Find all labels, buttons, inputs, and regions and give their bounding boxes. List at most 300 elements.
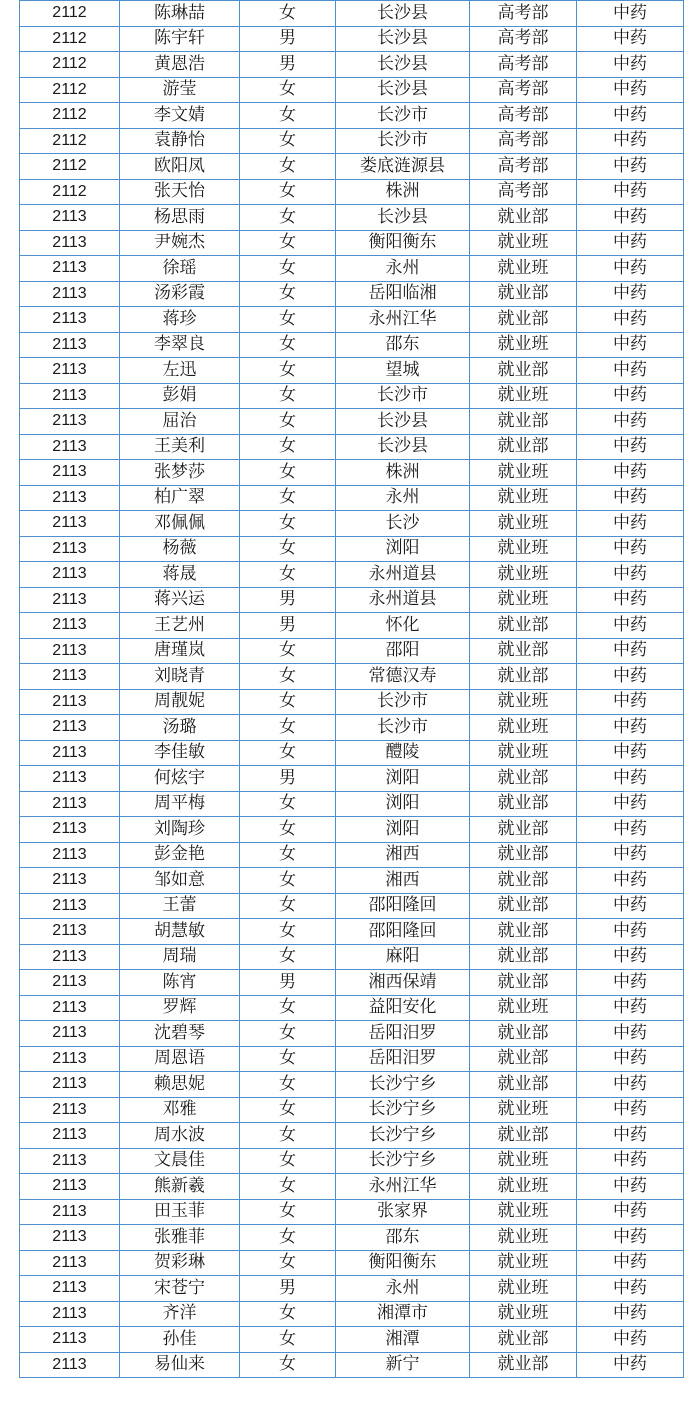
table-row (20, 1148, 684, 1174)
table-row (20, 842, 684, 868)
gender-cell: 女 (240, 562, 336, 588)
student-name-cell: 易仙来 (120, 1352, 240, 1378)
table-row (20, 485, 684, 511)
hometown-cell: 邵阳 (336, 638, 470, 664)
hometown-cell: 浏阳 (336, 817, 470, 843)
class-number-cell: 2113 (20, 1199, 120, 1225)
student-name-cell: 周平梅 (120, 791, 240, 817)
student-name-cell: 沈碧琴 (120, 1021, 240, 1047)
major-cell: 中药 (577, 562, 684, 588)
major-cell: 中药 (577, 613, 684, 639)
student-name-cell: 杨思雨 (120, 205, 240, 231)
gender-cell: 女 (240, 1327, 336, 1353)
department-cell: 高考部 (470, 179, 577, 205)
student-name-cell: 徐瑶 (120, 256, 240, 282)
department-cell: 就业部 (470, 307, 577, 333)
major-cell: 中药 (577, 103, 684, 129)
major-cell: 中药 (577, 230, 684, 256)
hometown-cell: 岳阳临湘 (336, 281, 470, 307)
major-cell: 中药 (577, 817, 684, 843)
class-number-cell: 2113 (20, 205, 120, 231)
student-name-cell: 蒋珍 (120, 307, 240, 333)
student-name-cell: 黄恩浩 (120, 52, 240, 78)
student-name-cell: 蒋兴运 (120, 587, 240, 613)
hometown-cell: 张家界 (336, 1199, 470, 1225)
hometown-cell: 长沙县 (336, 434, 470, 460)
student-name-cell: 杨薇 (120, 536, 240, 562)
gender-cell: 女 (240, 307, 336, 333)
class-number-cell: 2113 (20, 562, 120, 588)
student-name-cell: 陈琳喆 (120, 1, 240, 27)
class-number-cell: 2113 (20, 613, 120, 639)
major-cell: 中药 (577, 26, 684, 52)
class-number-cell: 2113 (20, 1123, 120, 1149)
hometown-cell: 株洲 (336, 460, 470, 486)
major-cell: 中药 (577, 536, 684, 562)
table-row (20, 587, 684, 613)
student-name-cell: 罗辉 (120, 995, 240, 1021)
hometown-cell: 长沙县 (336, 77, 470, 103)
student-name-cell: 邹如意 (120, 868, 240, 894)
hometown-cell: 浏阳 (336, 766, 470, 792)
gender-cell: 女 (240, 1072, 336, 1098)
department-cell: 就业班 (470, 230, 577, 256)
table-row (20, 103, 684, 129)
department-cell: 就业班 (470, 485, 577, 511)
student-name-cell: 赖思妮 (120, 1072, 240, 1098)
major-cell: 中药 (577, 485, 684, 511)
student-name-cell: 李文婧 (120, 103, 240, 129)
hometown-cell: 永州道县 (336, 587, 470, 613)
student-name-cell: 文晨佳 (120, 1148, 240, 1174)
hometown-cell: 永州 (336, 1276, 470, 1302)
department-cell: 就业部 (470, 281, 577, 307)
gender-cell: 女 (240, 1352, 336, 1378)
table-row (20, 205, 684, 231)
roster-sheet (19, 0, 683, 1378)
department-cell: 高考部 (470, 154, 577, 180)
student-name-cell: 汤彩霞 (120, 281, 240, 307)
student-name-cell: 陈宇轩 (120, 26, 240, 52)
class-number-cell: 2113 (20, 1174, 120, 1200)
department-cell: 就业班 (470, 995, 577, 1021)
hometown-cell: 株洲 (336, 179, 470, 205)
department-cell: 就业班 (470, 715, 577, 741)
class-number-cell: 2113 (20, 919, 120, 945)
hometown-cell: 衡阳衡东 (336, 230, 470, 256)
major-cell: 中药 (577, 1046, 684, 1072)
hometown-cell: 新宁 (336, 1352, 470, 1378)
hometown-cell: 长沙市 (336, 689, 470, 715)
table-row (20, 715, 684, 741)
class-number-cell: 2113 (20, 715, 120, 741)
hometown-cell: 浏阳 (336, 536, 470, 562)
major-cell: 中药 (577, 52, 684, 78)
major-cell: 中药 (577, 409, 684, 435)
class-number-cell: 2113 (20, 383, 120, 409)
student-name-cell: 齐洋 (120, 1301, 240, 1327)
table-row (20, 689, 684, 715)
table-row (20, 1250, 684, 1276)
gender-cell: 男 (240, 587, 336, 613)
gender-cell: 女 (240, 1123, 336, 1149)
gender-cell: 女 (240, 358, 336, 384)
hometown-cell: 湘潭 (336, 1327, 470, 1353)
gender-cell: 男 (240, 52, 336, 78)
department-cell: 就业部 (470, 1046, 577, 1072)
major-cell: 中药 (577, 1123, 684, 1149)
hometown-cell: 永州江华 (336, 307, 470, 333)
gender-cell: 女 (240, 434, 336, 460)
gender-cell: 女 (240, 103, 336, 129)
department-cell: 就业部 (470, 1072, 577, 1098)
hometown-cell: 永州 (336, 256, 470, 282)
class-number-cell: 2113 (20, 842, 120, 868)
hometown-cell: 岳阳汨罗 (336, 1021, 470, 1047)
class-number-cell: 2113 (20, 1301, 120, 1327)
class-number-cell: 2113 (20, 1046, 120, 1072)
student-name-cell: 尹婉杰 (120, 230, 240, 256)
student-name-cell: 张梦莎 (120, 460, 240, 486)
hometown-cell: 麻阳 (336, 944, 470, 970)
major-cell: 中药 (577, 205, 684, 231)
table-row (20, 230, 684, 256)
student-name-cell: 蒋晟 (120, 562, 240, 588)
department-cell: 高考部 (470, 1, 577, 27)
student-name-cell: 屈治 (120, 409, 240, 435)
table-row (20, 766, 684, 792)
major-cell: 中药 (577, 944, 684, 970)
table-row (20, 409, 684, 435)
table-row (20, 128, 684, 154)
student-name-cell: 柏广翠 (120, 485, 240, 511)
roster-body (20, 1, 684, 1378)
class-number-cell: 2113 (20, 740, 120, 766)
student-name-cell: 王蕾 (120, 893, 240, 919)
class-number-cell: 2113 (20, 893, 120, 919)
major-cell: 中药 (577, 868, 684, 894)
table-row (20, 1097, 684, 1123)
student-name-cell: 邓雅 (120, 1097, 240, 1123)
department-cell: 就业部 (470, 1327, 577, 1353)
department-cell: 就业部 (470, 919, 577, 945)
gender-cell: 男 (240, 613, 336, 639)
class-number-cell: 2113 (20, 358, 120, 384)
major-cell: 中药 (577, 1301, 684, 1327)
class-number-cell: 2113 (20, 281, 120, 307)
major-cell: 中药 (577, 307, 684, 333)
hometown-cell: 岳阳汨罗 (336, 1046, 470, 1072)
hometown-cell: 长沙市 (336, 103, 470, 129)
student-name-cell: 王美利 (120, 434, 240, 460)
department-cell: 就业部 (470, 613, 577, 639)
gender-cell: 女 (240, 1225, 336, 1251)
department-cell: 就业部 (470, 358, 577, 384)
gender-cell: 女 (240, 1174, 336, 1200)
gender-cell: 女 (240, 791, 336, 817)
major-cell: 中药 (577, 281, 684, 307)
hometown-cell: 湘西保靖 (336, 970, 470, 996)
table-row (20, 740, 684, 766)
class-number-cell: 2113 (20, 1021, 120, 1047)
major-cell: 中药 (577, 1327, 684, 1353)
hometown-cell: 浏阳 (336, 791, 470, 817)
student-name-cell: 周恩语 (120, 1046, 240, 1072)
major-cell: 中药 (577, 995, 684, 1021)
major-cell: 中药 (577, 434, 684, 460)
department-cell: 就业部 (470, 970, 577, 996)
gender-cell: 男 (240, 766, 336, 792)
student-name-cell: 汤璐 (120, 715, 240, 741)
table-row (20, 460, 684, 486)
department-cell: 就业部 (470, 944, 577, 970)
hometown-cell: 醴陵 (336, 740, 470, 766)
gender-cell: 女 (240, 995, 336, 1021)
table-row (20, 664, 684, 690)
department-cell: 就业班 (470, 587, 577, 613)
student-name-cell: 宋苍宁 (120, 1276, 240, 1302)
major-cell: 中药 (577, 791, 684, 817)
class-number-cell: 2112 (20, 128, 120, 154)
department-cell: 就业班 (470, 460, 577, 486)
student-name-cell: 唐瑾岚 (120, 638, 240, 664)
department-cell: 就业班 (470, 332, 577, 358)
class-number-cell: 2113 (20, 307, 120, 333)
major-cell: 中药 (577, 766, 684, 792)
class-number-cell: 2112 (20, 103, 120, 129)
gender-cell: 女 (240, 536, 336, 562)
hometown-cell: 长沙县 (336, 26, 470, 52)
major-cell: 中药 (577, 1097, 684, 1123)
table-row (20, 434, 684, 460)
hometown-cell: 益阳安化 (336, 995, 470, 1021)
major-cell: 中药 (577, 1072, 684, 1098)
table-row (20, 358, 684, 384)
table-row (20, 52, 684, 78)
gender-cell: 女 (240, 256, 336, 282)
department-cell: 就业班 (470, 740, 577, 766)
gender-cell: 女 (240, 77, 336, 103)
class-number-cell: 2113 (20, 1097, 120, 1123)
department-cell: 就业班 (470, 1250, 577, 1276)
gender-cell: 女 (240, 944, 336, 970)
major-cell: 中药 (577, 638, 684, 664)
gender-cell: 女 (240, 383, 336, 409)
hometown-cell: 永州道县 (336, 562, 470, 588)
table-row (20, 817, 684, 843)
table-row (20, 1276, 684, 1302)
class-number-cell: 2113 (20, 332, 120, 358)
table-row (20, 1301, 684, 1327)
gender-cell: 女 (240, 919, 336, 945)
hometown-cell: 长沙县 (336, 409, 470, 435)
table-row (20, 1225, 684, 1251)
hometown-cell: 邵东 (336, 1225, 470, 1251)
class-number-cell: 2113 (20, 1225, 120, 1251)
class-number-cell: 2113 (20, 689, 120, 715)
student-name-cell: 张天怡 (120, 179, 240, 205)
gender-cell: 女 (240, 460, 336, 486)
class-number-cell: 2113 (20, 409, 120, 435)
student-name-cell: 邓佩佩 (120, 511, 240, 537)
student-name-cell: 李佳敏 (120, 740, 240, 766)
table-row (20, 893, 684, 919)
department-cell: 高考部 (470, 77, 577, 103)
student-name-cell: 彭金艳 (120, 842, 240, 868)
hometown-cell: 邵东 (336, 332, 470, 358)
department-cell: 就业部 (470, 791, 577, 817)
gender-cell: 女 (240, 281, 336, 307)
hometown-cell: 长沙市 (336, 383, 470, 409)
class-number-cell: 2113 (20, 638, 120, 664)
class-number-cell: 2113 (20, 1327, 120, 1353)
hometown-cell: 永州 (336, 485, 470, 511)
table-row (20, 868, 684, 894)
major-cell: 中药 (577, 587, 684, 613)
class-number-cell: 2113 (20, 1276, 120, 1302)
table-row (20, 26, 684, 52)
student-name-cell: 贺彩琳 (120, 1250, 240, 1276)
major-cell: 中药 (577, 154, 684, 180)
table-row (20, 332, 684, 358)
class-number-cell: 2113 (20, 791, 120, 817)
hometown-cell: 邵阳隆回 (336, 919, 470, 945)
table-row (20, 562, 684, 588)
major-cell: 中药 (577, 689, 684, 715)
gender-cell: 女 (240, 638, 336, 664)
table-row (20, 970, 684, 996)
student-name-cell: 周瑞 (120, 944, 240, 970)
class-number-cell: 2113 (20, 817, 120, 843)
class-number-cell: 2113 (20, 230, 120, 256)
gender-cell: 女 (240, 1199, 336, 1225)
major-cell: 中药 (577, 970, 684, 996)
department-cell: 就业班 (470, 256, 577, 282)
class-number-cell: 2112 (20, 26, 120, 52)
class-number-cell: 2113 (20, 766, 120, 792)
table-row (20, 307, 684, 333)
class-number-cell: 2113 (20, 1352, 120, 1378)
gender-cell: 男 (240, 1276, 336, 1302)
department-cell: 就业班 (470, 1148, 577, 1174)
class-number-cell: 2113 (20, 1148, 120, 1174)
major-cell: 中药 (577, 1021, 684, 1047)
table-row (20, 919, 684, 945)
gender-cell: 女 (240, 1148, 336, 1174)
department-cell: 就业部 (470, 638, 577, 664)
department-cell: 就业部 (470, 1021, 577, 1047)
department-cell: 就业班 (470, 383, 577, 409)
major-cell: 中药 (577, 77, 684, 103)
class-number-cell: 2112 (20, 52, 120, 78)
table-row (20, 154, 684, 180)
student-name-cell: 周水波 (120, 1123, 240, 1149)
class-number-cell: 2113 (20, 536, 120, 562)
table-row (20, 1046, 684, 1072)
gender-cell: 女 (240, 1, 336, 27)
department-cell: 就业部 (470, 1352, 577, 1378)
major-cell: 中药 (577, 383, 684, 409)
department-cell: 高考部 (470, 26, 577, 52)
hometown-cell: 长沙县 (336, 1, 470, 27)
student-name-cell: 李翠良 (120, 332, 240, 358)
class-number-cell: 2113 (20, 511, 120, 537)
major-cell: 中药 (577, 1352, 684, 1378)
gender-cell: 女 (240, 332, 336, 358)
student-name-cell: 陈宵 (120, 970, 240, 996)
hometown-cell: 娄底涟源县 (336, 154, 470, 180)
hometown-cell: 邵阳隆回 (336, 893, 470, 919)
major-cell: 中药 (577, 358, 684, 384)
major-cell: 中药 (577, 715, 684, 741)
student-name-cell: 彭娟 (120, 383, 240, 409)
class-number-cell: 2113 (20, 587, 120, 613)
department-cell: 高考部 (470, 128, 577, 154)
major-cell: 中药 (577, 332, 684, 358)
hometown-cell: 长沙宁乡 (336, 1072, 470, 1098)
gender-cell: 女 (240, 128, 336, 154)
class-number-cell: 2112 (20, 77, 120, 103)
gender-cell: 女 (240, 842, 336, 868)
class-number-cell: 2113 (20, 664, 120, 690)
class-number-cell: 2113 (20, 1250, 120, 1276)
gender-cell: 女 (240, 1046, 336, 1072)
gender-cell: 女 (240, 179, 336, 205)
department-cell: 就业班 (470, 1199, 577, 1225)
gender-cell: 女 (240, 1301, 336, 1327)
department-cell: 高考部 (470, 52, 577, 78)
hometown-cell: 湘西 (336, 868, 470, 894)
department-cell: 就业班 (470, 1097, 577, 1123)
gender-cell: 女 (240, 409, 336, 435)
class-number-cell: 2113 (20, 970, 120, 996)
hometown-cell: 湘西 (336, 842, 470, 868)
table-row (20, 179, 684, 205)
student-name-cell: 袁静怡 (120, 128, 240, 154)
table-row (20, 281, 684, 307)
major-cell: 中药 (577, 740, 684, 766)
department-cell: 就业部 (470, 434, 577, 460)
department-cell: 就业班 (470, 1276, 577, 1302)
student-name-cell: 何炫宇 (120, 766, 240, 792)
student-name-cell: 王艺州 (120, 613, 240, 639)
hometown-cell: 湘潭市 (336, 1301, 470, 1327)
department-cell: 就业部 (470, 893, 577, 919)
hometown-cell: 怀化 (336, 613, 470, 639)
gender-cell: 女 (240, 230, 336, 256)
table-row (20, 1199, 684, 1225)
department-cell: 就业部 (470, 205, 577, 231)
class-number-cell: 2113 (20, 868, 120, 894)
gender-cell: 女 (240, 205, 336, 231)
class-number-cell: 2113 (20, 434, 120, 460)
hometown-cell: 长沙市 (336, 128, 470, 154)
department-cell: 就业班 (470, 1301, 577, 1327)
student-name-cell: 孙佳 (120, 1327, 240, 1353)
student-name-cell: 欧阳凤 (120, 154, 240, 180)
gender-cell: 女 (240, 1250, 336, 1276)
table-row (20, 1352, 684, 1378)
student-name-cell: 胡慧敏 (120, 919, 240, 945)
department-cell: 就业部 (470, 868, 577, 894)
department-cell: 就业班 (470, 1174, 577, 1200)
hometown-cell: 长沙宁乡 (336, 1097, 470, 1123)
hometown-cell: 望城 (336, 358, 470, 384)
table-row (20, 536, 684, 562)
hometown-cell: 衡阳衡东 (336, 1250, 470, 1276)
department-cell: 就业班 (470, 562, 577, 588)
student-name-cell: 游莹 (120, 77, 240, 103)
